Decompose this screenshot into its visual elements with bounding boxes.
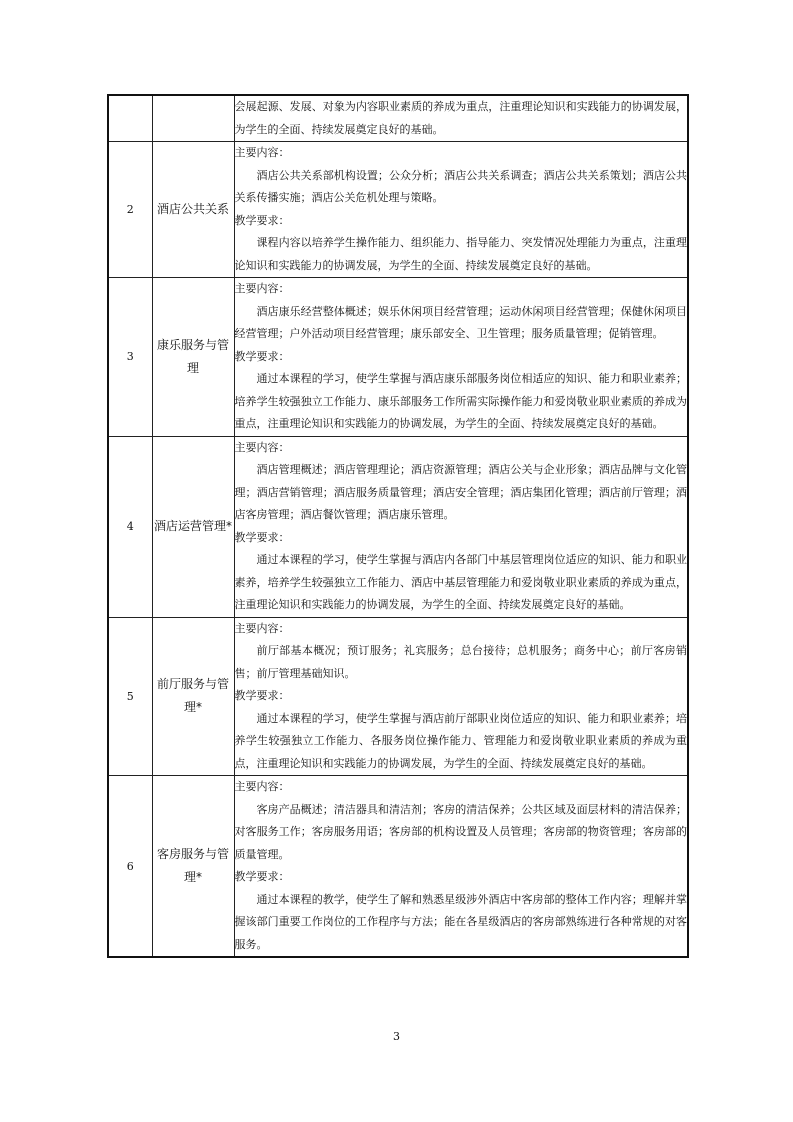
description-paragraph: 酒店管理概述；酒店管理理论；酒店资源管理；酒店公关与企业形象；酒店品牌与文化管理；酒店营销管理；酒店服务质量管理；酒店安全管理；酒店集团化管理；酒店前厅管理；酒店客房管理；酒店餐饮管理；酒店康乐管理。 bbox=[234, 463, 687, 521]
description-paragraph: 课程内容以培养学生操作能力、组织能力、指导能力、突发情况处理能力为重点，注重理论知识和实践能力的协调发展，为学生的全面、持续发展奠定良好的基础。 bbox=[234, 236, 687, 272]
section-heading: 教学要求： bbox=[234, 349, 290, 363]
course-number bbox=[108, 95, 152, 142]
section-heading: 主要内容： bbox=[234, 440, 290, 454]
course-name: 前厅服务与管理* bbox=[152, 617, 234, 776]
section-heading: 教学要求： bbox=[234, 870, 290, 883]
course-number: 5 bbox=[108, 617, 152, 776]
course-number: 4 bbox=[108, 436, 152, 617]
description-paragraph: 前厅部基本概况；预订服务；礼宾服务；总台接待；总机服务；商务中心；前厅客房销售；前厅管理基础知识。 bbox=[234, 644, 687, 680]
course-number: 3 bbox=[108, 278, 152, 437]
section-heading: 主要内容： bbox=[234, 282, 290, 295]
section-heading: 主要内容： bbox=[234, 780, 290, 793]
section-heading: 教学要求： bbox=[234, 689, 290, 702]
course-table bbox=[107, 94, 689, 958]
course-description bbox=[234, 142, 688, 278]
description-paragraph: 通过本课程的学习，使学生掌握与酒店康乐部服务岗位相适应的知识、能力和职业素养；培养学生较强独立工作能力、康乐部服务工作所需实际操作能力和爱岗敬业职业素质的养成为重点，注重理论知识和实践能力的协调发展，为学生的全面、持续发展奠定良好的基础。 bbox=[234, 372, 687, 430]
course-name: 酒店公共关系 bbox=[152, 142, 234, 278]
course-number: 6 bbox=[108, 776, 152, 958]
course-description bbox=[234, 617, 688, 776]
course-row bbox=[108, 142, 688, 278]
course-name: 客房服务与管理* bbox=[152, 776, 234, 958]
description-paragraph: 酒店公共关系部机构设置；公众分析；酒店公共关系调查；酒店公共关系策划；酒店公共关系传播实施；酒店公关危机处理与策略。 bbox=[234, 168, 687, 204]
course-table-body bbox=[108, 95, 688, 957]
course-name bbox=[152, 95, 234, 142]
section-heading: 主要内容： bbox=[234, 146, 290, 159]
course-row bbox=[108, 278, 688, 437]
course-row bbox=[108, 776, 688, 958]
description-paragraph: 会展起源、发展、对象为内容职业素质的养成为重点，注重理论知识和实践能力的协调发展，为学生的全面、持续发展奠定良好的基础。 bbox=[234, 100, 687, 136]
description-paragraph: 酒店康乐经营整体概述；娱乐休闲项目经营管理；运动休闲项目经营管理；保健休闲项目经营管理；户外活动项目经营管理；康乐部安全、卫生管理；服务质量管理；促销管理。 bbox=[234, 304, 687, 340]
course-description bbox=[234, 278, 688, 437]
description-paragraph: 客房产品概述；清洁器具和清洁剂；客房的清洁保养；公共区域及面层材料的清洁保养；对客服务工作；客房服务用语；客房部的机构设置及人员管理；客房部的物资管理；客房部的质量管理。 bbox=[234, 802, 687, 861]
description-paragraph: 通过本课程的学习，使学生掌握与酒店内各部门中基层管理岗位适应的知识、能力和职业素养，培养学生较强独立工作能力、酒店中基层管理能力和爱岗敬业职业素质的养成为重点，注重理论知识和实践能力的协调发展，为学生的全面、持续发展奠定良好的基础。 bbox=[234, 553, 687, 611]
section-heading: 教学要求： bbox=[234, 530, 290, 544]
course-row bbox=[108, 436, 688, 617]
course-name: 康乐服务与管理 bbox=[152, 278, 234, 437]
section-heading: 教学要求： bbox=[234, 213, 290, 227]
course-row bbox=[108, 617, 688, 776]
course-number: 2 bbox=[108, 142, 152, 278]
course-description bbox=[234, 436, 688, 617]
course-description bbox=[234, 776, 688, 958]
description-paragraph: 通过本课程的学习，使学生掌握与酒店前厅部职业岗位适应的知识、能力和职业素养；培养学生较强独立工作能力、各服务岗位操作能力、管理能力和爱岗敬业职业素质的养成为重点，注重理论知识和实践能力的协调发展，为学生的全面、持续发展奠定良好的基础。 bbox=[234, 711, 687, 770]
section-heading: 主要内容： bbox=[234, 621, 290, 635]
course-name: 酒店运营管理* bbox=[152, 436, 234, 617]
course-description bbox=[234, 95, 688, 142]
description-paragraph: 通过本课程的教学，使学生了解和熟悉星级涉外酒店中客房部的整体工作内容；理解并掌握该部门重要工作岗位的工作程序与方法；能在各星级酒店的客房部熟练进行各种常规的对客服务。 bbox=[234, 892, 687, 951]
page-number: 3 bbox=[393, 1030, 400, 1043]
course-row bbox=[108, 95, 688, 142]
